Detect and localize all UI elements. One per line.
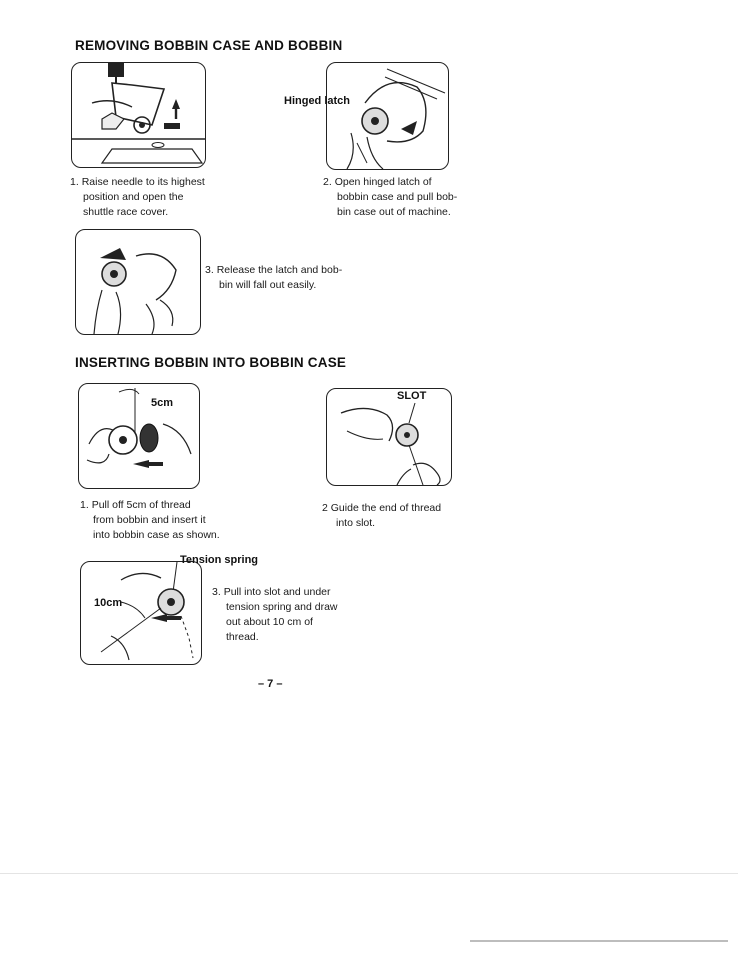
step-line: from bobbin and insert it: [93, 514, 206, 526]
step-line: into bobbin case as shown.: [93, 529, 220, 541]
step-line: Open hinged latch of: [334, 176, 432, 188]
step-number: 1.: [80, 499, 89, 511]
figure-raise-needle: [71, 62, 206, 168]
step-number: 1.: [70, 176, 79, 188]
step-line: bobbin case and pull bob-: [337, 191, 458, 203]
step-line: shuttle race cover.: [83, 206, 169, 218]
tension-spring-illustration: [81, 562, 201, 664]
figure-tension-spring: [80, 561, 202, 665]
step-inserting-1: [80, 498, 220, 543]
step-line: position and open the: [83, 191, 184, 203]
figure-pull-thread: [78, 383, 200, 489]
step-line: Guide the end of thread: [330, 502, 442, 514]
step-line: tension spring and draw: [226, 601, 338, 613]
bobbin-case-hand-illustration: [327, 63, 448, 169]
step-removing-2: [323, 175, 457, 220]
step-removing-3: [205, 263, 342, 293]
bobbin-slot-illustration: [327, 389, 451, 485]
step-number: 2.: [323, 176, 332, 188]
step-number: 2: [322, 502, 328, 514]
step-number: 3.: [212, 586, 221, 598]
figure-guide-slot: [326, 388, 452, 486]
step-line: Pull off 5cm of thread: [91, 499, 191, 511]
figure-open-latch: [326, 62, 449, 170]
section-title-removing: REMOVING BOBBIN CASE AND BOBBIN: [75, 38, 343, 53]
step-line: Release the latch and bob-: [216, 264, 343, 276]
label-10cm: 10cm: [94, 597, 123, 609]
step-line: bin case out of machine.: [337, 206, 451, 218]
label-hinged-latch: Hinged latch: [284, 95, 351, 107]
scan-line: [0, 873, 738, 874]
step-inserting-2: [322, 501, 441, 531]
bobbin-insert-illustration: [79, 384, 199, 488]
step-line: into slot.: [336, 517, 376, 529]
step-line: Raise needle to its highest: [81, 176, 205, 188]
label-5cm: 5cm: [151, 397, 174, 409]
sewing-machine-illustration: [72, 63, 205, 167]
section-title-inserting: INSERTING BOBBIN INTO BOBBIN CASE: [75, 355, 347, 370]
bobbin-release-illustration: [76, 230, 200, 334]
label-slot: SLOT: [397, 390, 427, 402]
step-line: Pull into slot and under: [223, 586, 331, 598]
scan-line: [470, 940, 728, 942]
figure-release-latch: [75, 229, 201, 335]
page-number: – 7 –: [258, 678, 283, 690]
step-number: 3.: [205, 264, 214, 276]
step-inserting-3: [212, 585, 338, 645]
step-line: thread.: [226, 631, 259, 643]
step-line: out about 10 cm of: [226, 616, 313, 628]
label-tension-spring: Tension spring: [180, 554, 259, 566]
step-removing-1: [70, 175, 205, 220]
step-line: bin will fall out easily.: [219, 279, 317, 291]
